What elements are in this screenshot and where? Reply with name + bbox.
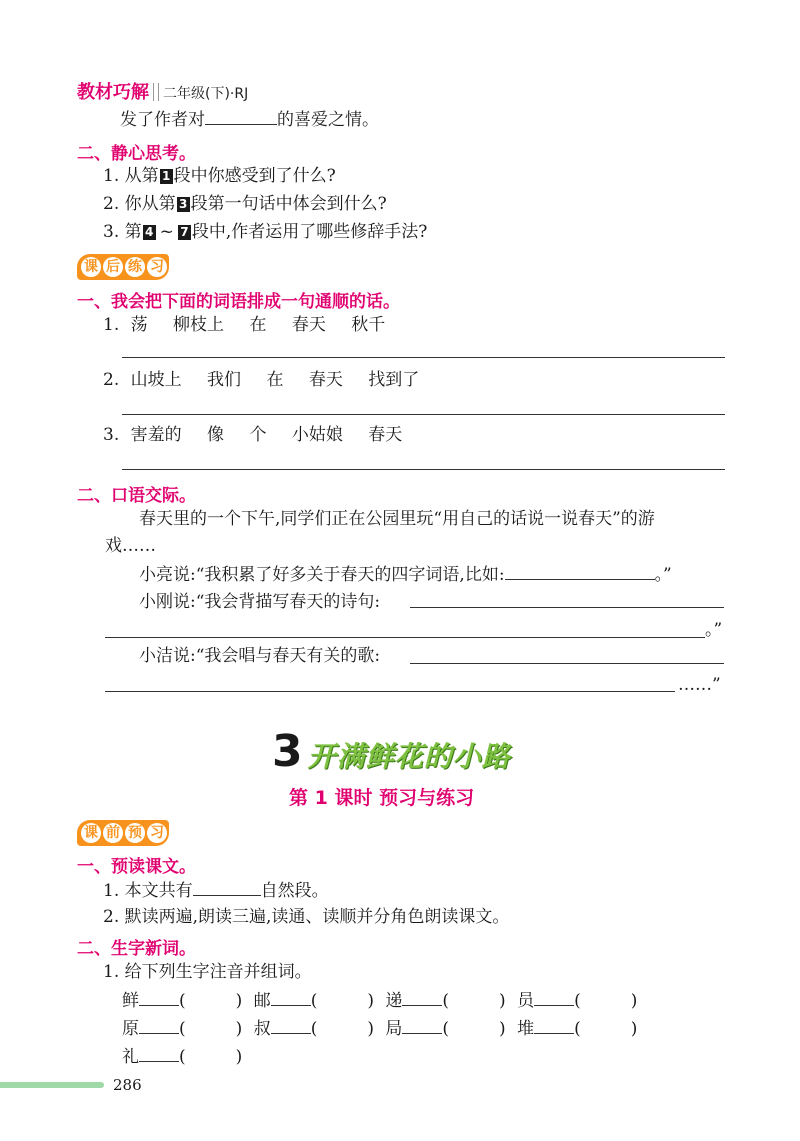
answer-line[interactable]: [410, 607, 724, 608]
section-heading-oral: 二、口语交际。: [77, 486, 196, 506]
intro-before: 发了作者对: [120, 110, 205, 130]
lesson-title: 开满鲜花的小路: [307, 740, 511, 773]
xiaogang-line: 小刚说:“我会背描写春天的诗句:: [139, 592, 381, 612]
answer-line[interactable]: [410, 663, 724, 664]
char-entry: 员 ( ): [517, 991, 638, 1011]
section-heading-preview: 一、预读课文。: [77, 857, 196, 877]
badge-char: 前: [103, 823, 123, 843]
char-row-3: [122, 1045, 242, 1068]
xiaoliang-line: 小亮说:“我积累了好多关于春天的四字词语,比如: 。”: [139, 565, 672, 585]
char-entry: 鲜 ( ): [122, 991, 243, 1011]
pinyin-blank[interactable]: [139, 1045, 179, 1062]
answer-line[interactable]: [105, 691, 675, 692]
think-question-2: 2. 你从第 3 段第一句话中体会到什么?: [103, 194, 387, 214]
think-question-1: 1. 从第 1 段中你感受到了什么?: [103, 166, 336, 186]
badge-char: 课: [81, 257, 101, 277]
after-class-practice-badge: [77, 254, 169, 280]
pinyin-blank[interactable]: [139, 989, 179, 1006]
badge-char: 练: [125, 257, 145, 277]
intro-after: 的喜爱之情。: [277, 110, 379, 130]
answer-blank[interactable]: [205, 108, 277, 125]
section-heading-order: 一、我会把下面的词语排成一句通顺的话。: [77, 292, 400, 312]
running-header: [77, 78, 248, 104]
order-item-3: 3. 害羞的 像 个 小姑娘 春天: [103, 425, 403, 445]
pre-class-preview-badge: [77, 820, 169, 846]
xiaojie-end: ……”: [678, 675, 721, 695]
intro-line: [120, 108, 379, 131]
char-entry: 局 ( ): [385, 1019, 506, 1039]
xiaogang-end: 。”: [705, 620, 723, 640]
badge-char: 习: [147, 257, 167, 277]
order-item-1: 1. 荡 柳枝上 在 春天 秋千: [103, 315, 386, 335]
char-row-1: [122, 989, 637, 1012]
pinyin-blank[interactable]: [402, 989, 442, 1006]
pinyin-blank[interactable]: [271, 1017, 311, 1034]
pinyin-blank[interactable]: [402, 1017, 442, 1034]
answer-line[interactable]: [122, 414, 725, 415]
pinyin-blank[interactable]: [271, 989, 311, 1006]
pinyin-blank[interactable]: [534, 1017, 574, 1034]
char-entry: 邮 ( ): [253, 991, 374, 1011]
paragraph-number: 4: [143, 225, 156, 240]
paragraph-number: 7: [178, 225, 191, 240]
oral-paragraph-line2: 戏……: [105, 536, 156, 556]
badge-char: 预: [125, 823, 145, 843]
book-title: 教材巧解: [77, 82, 149, 103]
preview-question-1: 1. 本文共有 自然段。: [103, 881, 329, 901]
page-number: 286: [113, 1076, 142, 1094]
badge-char: 习: [147, 823, 167, 843]
pinyin-blank[interactable]: [534, 989, 574, 1006]
badge-char: 课: [81, 823, 101, 843]
lesson-sub-heading: 第 1 课时 预习与练习: [289, 787, 475, 809]
answer-blank[interactable]: [505, 563, 655, 580]
paragraph-number: 1: [160, 169, 173, 184]
section-heading-words: 二、生字新词。: [77, 939, 196, 959]
answer-line[interactable]: [122, 357, 725, 358]
lesson-number: 3: [272, 726, 303, 777]
words-instruction: 1. 给下列生字注音并组词。: [103, 962, 312, 982]
header-separator: [153, 83, 159, 101]
footer-accent-bar: [0, 1082, 104, 1088]
char-entry: 礼 ( ): [122, 1047, 243, 1067]
paragraph-number: 3: [177, 197, 190, 212]
char-entry: 堆 ( ): [517, 1019, 638, 1039]
char-row-2: [122, 1017, 637, 1040]
section-heading-think: 二、静心思考。: [77, 144, 196, 164]
book-subtitle: 二年级(下)·RJ: [163, 86, 249, 102]
preview-question-2: 2. 默读两遍,朗读三遍,读通、读顺并分角色朗读课文。: [103, 907, 510, 927]
pinyin-blank[interactable]: [139, 1017, 179, 1034]
answer-line[interactable]: [122, 469, 725, 470]
answer-blank[interactable]: [193, 879, 261, 896]
badge-char: 后: [103, 257, 123, 277]
answer-line[interactable]: [105, 637, 705, 638]
oral-paragraph-line1: 春天里的一个下午,同学们正在公园里玩“用自己的话说一说春天”的游: [139, 509, 655, 529]
char-entry: 原 ( ): [122, 1019, 243, 1039]
think-question-3: 3. 第 4 ~ 7 段中,作者运用了哪些修辞手法?: [103, 222, 428, 242]
xiaojie-line: 小洁说:“我会唱与春天有关的歌:: [139, 646, 381, 666]
char-entry: 叔 ( ): [253, 1019, 374, 1039]
lesson-title-block: [272, 726, 511, 777]
char-entry: 递 ( ): [385, 991, 506, 1011]
order-item-2: 2. 山坡上 我们 在 春天 找到了: [103, 370, 420, 390]
